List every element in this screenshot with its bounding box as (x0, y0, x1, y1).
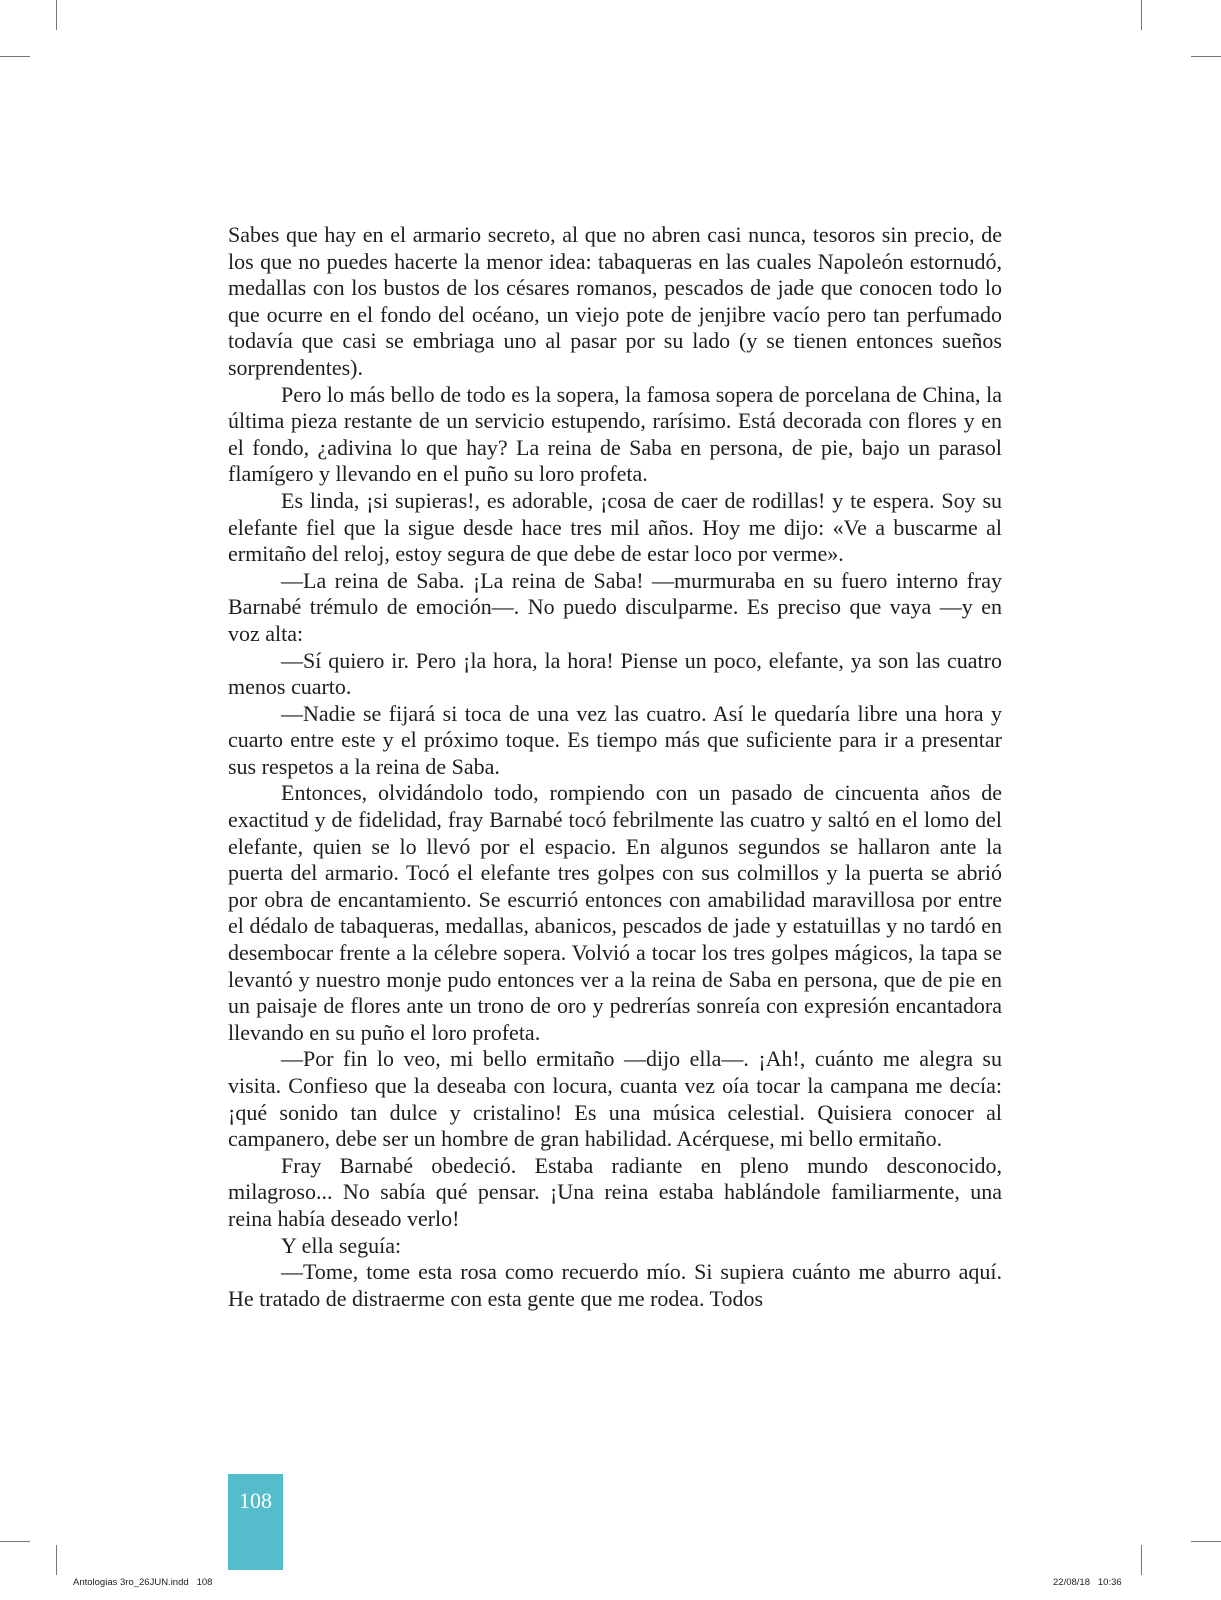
paragraph: Es linda, ¡si supieras!, es adorable, ¡cosa de caer de rodillas! y te espera. Soy su elefante fiel que la sigue desde hace tres mil años. Hoy me dijo: «Ve a buscarme al ermitaño del reloj, estoy segura de que debe de estar loco por verme». (228, 487, 1002, 567)
paragraph: —Por fin lo veo, mi bello ermitaño —dijo ella—. ¡Ah!, cuánto me alegra su visita. Confieso que la deseaba con locura, cuanta vez oía tocar la campana me decía: ¡qué sonido tan dulce y cristalino! Es una música celestial. Quisiera conocer al campanero, debe ser un hombre de gran habilidad. Acérquese, mi bello ermitaño. (228, 1046, 1002, 1152)
paragraph: —Nadie se fijará si toca de una vez las cuatro. Así le quedaría libre una hora y cuarto entre este y el próximo toque. Es tiempo más que suficiente para ir a presentar sus respetos a la reina de Saba. (228, 700, 1002, 779)
paragraph: —La reina de Saba. ¡La reina de Saba! —murmuraba en su fuero interno fray Barnabé trémulo de emoción—. No puedo disculparme. Es preciso que vaya —y en voz alta: (228, 567, 1002, 646)
crop-mark-right-bottom (1191, 1541, 1221, 1542)
paragraph: Sabes que hay en el armario secreto, al que no abren casi nunca, tesoros sin precio, de los que no puedes hacerte la menor idea: tabaqueras en las cuales Napoleón estornudó, medallas con los bustos de los césares romanos, pescados de jade que conocen todo lo que ocurre en el fondo del océano, un viejo pote de jenjibre vacío pero tan perfumado todavía que casi se embriaga uno al pasar por su lado (y se tienen entonces sueños sorprendentes). (228, 222, 1002, 380)
paragraph: Y ella seguía: (281, 1232, 402, 1258)
page-number: 108 (239, 1488, 272, 1513)
crop-mark-right-top (1191, 56, 1221, 57)
body-text (228, 222, 1002, 1312)
crop-mark-left-bottom (0, 1541, 30, 1542)
crop-mark-left-top (0, 56, 30, 57)
paragraph: Pero lo más bello de todo es la sopera, la famosa sopera de porcelana de China, la última pieza restante de un servicio estupendo, rarísimo. Está decorada con flores y en el fondo, ¿adivina lo que hay? La reina de Saba en persona, de pie, bajo un parasol flamígero y llevando en el puño su loro profeta. (228, 381, 1002, 487)
page-number-tab (228, 1474, 283, 1570)
crop-mark-bottom-left (56, 1545, 57, 1575)
paragraph: Entonces, olvidándolo todo, rompiendo con un pasado de cincuenta años de exactitud y de fidelidad, fray Barnabé tocó febrilmente las cuatro y saltó en el lomo del elefante, quien se lo llevó por el espacio. En algunos segundos se hallaron ante la puerta del armario. Tocó el elefante tres golpes con sus colmillos y la puerta se abrió por obra de encantamiento. Se escurrió entonces con amabilidad maravillosa por entre el dédalo de tabaqueras, medallas, abanicos, pescados de jade y estatuillas y no tardó en desembocar frente a la célebre sopera. Volvió a tocar los tres golpes mágicos, la tapa se levantó y nuestro monje pudo entonces ver a la reina de Saba en persona, que de pie en un paisaje de flores ante un trono de oro y pedrerías sonreía con expresión encantadora llevando en su puño el loro profeta. (228, 780, 1002, 1045)
paragraph: —Tome, tome esta rosa como recuerdo mío. Si supiera cuánto me aburro aquí. He tratado de distraerme con esta gente que me rodea. Todos (228, 1259, 1002, 1311)
paragraph: Fray Barnabé obedeció. Estaba radiante en pleno mundo desconocido, milagroso... No sabía qué pensar. ¡Una reina estaba hablándole familiarmente, una reina había deseado verlo! (228, 1152, 1002, 1231)
crop-mark-top-left (56, 0, 57, 30)
crop-mark-top-right (1141, 0, 1142, 30)
paragraph: —Sí quiero ir. Pero ¡la hora, la hora! Piense un poco, elefante, ya son las cuatro menos cuarto. (228, 647, 1002, 700)
slug-date-info: 22/08/18 10:36 (1053, 1577, 1122, 1588)
crop-mark-bottom-right (1141, 1545, 1142, 1575)
slug-file-info: Antologias 3ro_26JUN.indd 108 (73, 1577, 213, 1588)
